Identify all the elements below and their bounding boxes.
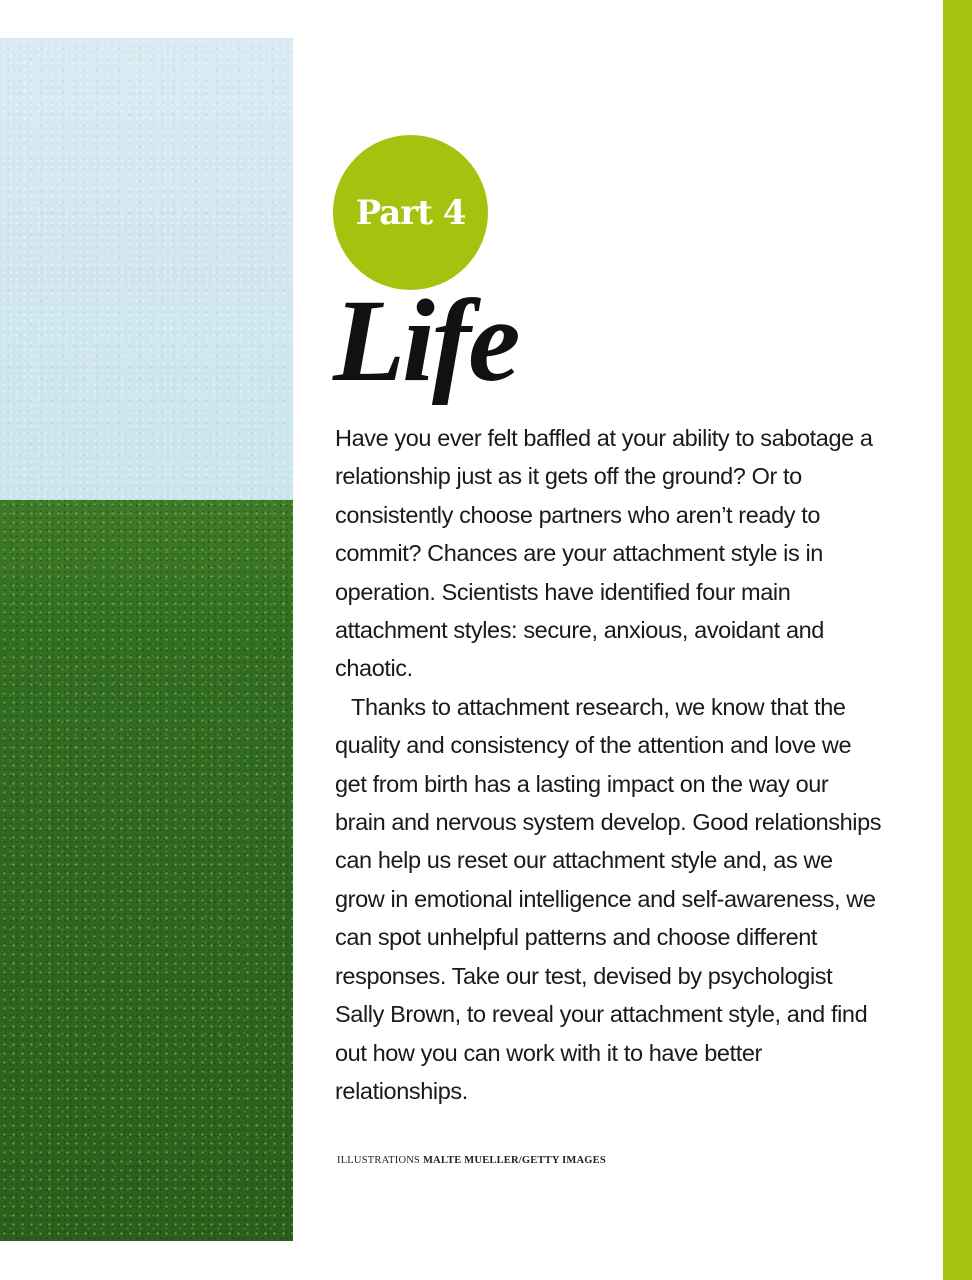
- sky-texture: [0, 38, 293, 500]
- credit-name: MALTE MUELLER/GETTY IMAGES: [422, 1155, 606, 1166]
- paragraph-1: Have you ever felt baffled at your ability to sabotage a relationship just as it gets off the ground? Or to consistently choose partners who aren’t ready to commit? Chances are your attachment style is in operation. Scientists have identified four main attachment styles: secure, anxious, avoidant and chaotic.: [335, 425, 873, 682]
- credit-label: ILLUSTRATIONS: [337, 1155, 421, 1166]
- illustration: [0, 38, 293, 1241]
- paragraph-2: Thanks to attachment research, we know that the quality and consistency of the attention and love we get from birth has a lasting impact on the way our brain and nervous system develop. Good relationships can help us reset our attachment style and, as we grow in emotional intelligence and self-awareness, we can spot unhelpful patterns and choose different responses. Take our test, devised by psychologist Sally Brown, to reveal your attachment style, and find out how you can work with it to have better relationships.: [335, 693, 882, 1104]
- page-title: Life: [333, 275, 518, 406]
- body-text: [335, 419, 883, 1110]
- accent-bar: [943, 0, 972, 1280]
- part-badge: [333, 135, 488, 290]
- grass-texture: [0, 500, 293, 1241]
- part-label: Part 4: [355, 192, 466, 233]
- illustration-credit: [337, 1155, 606, 1166]
